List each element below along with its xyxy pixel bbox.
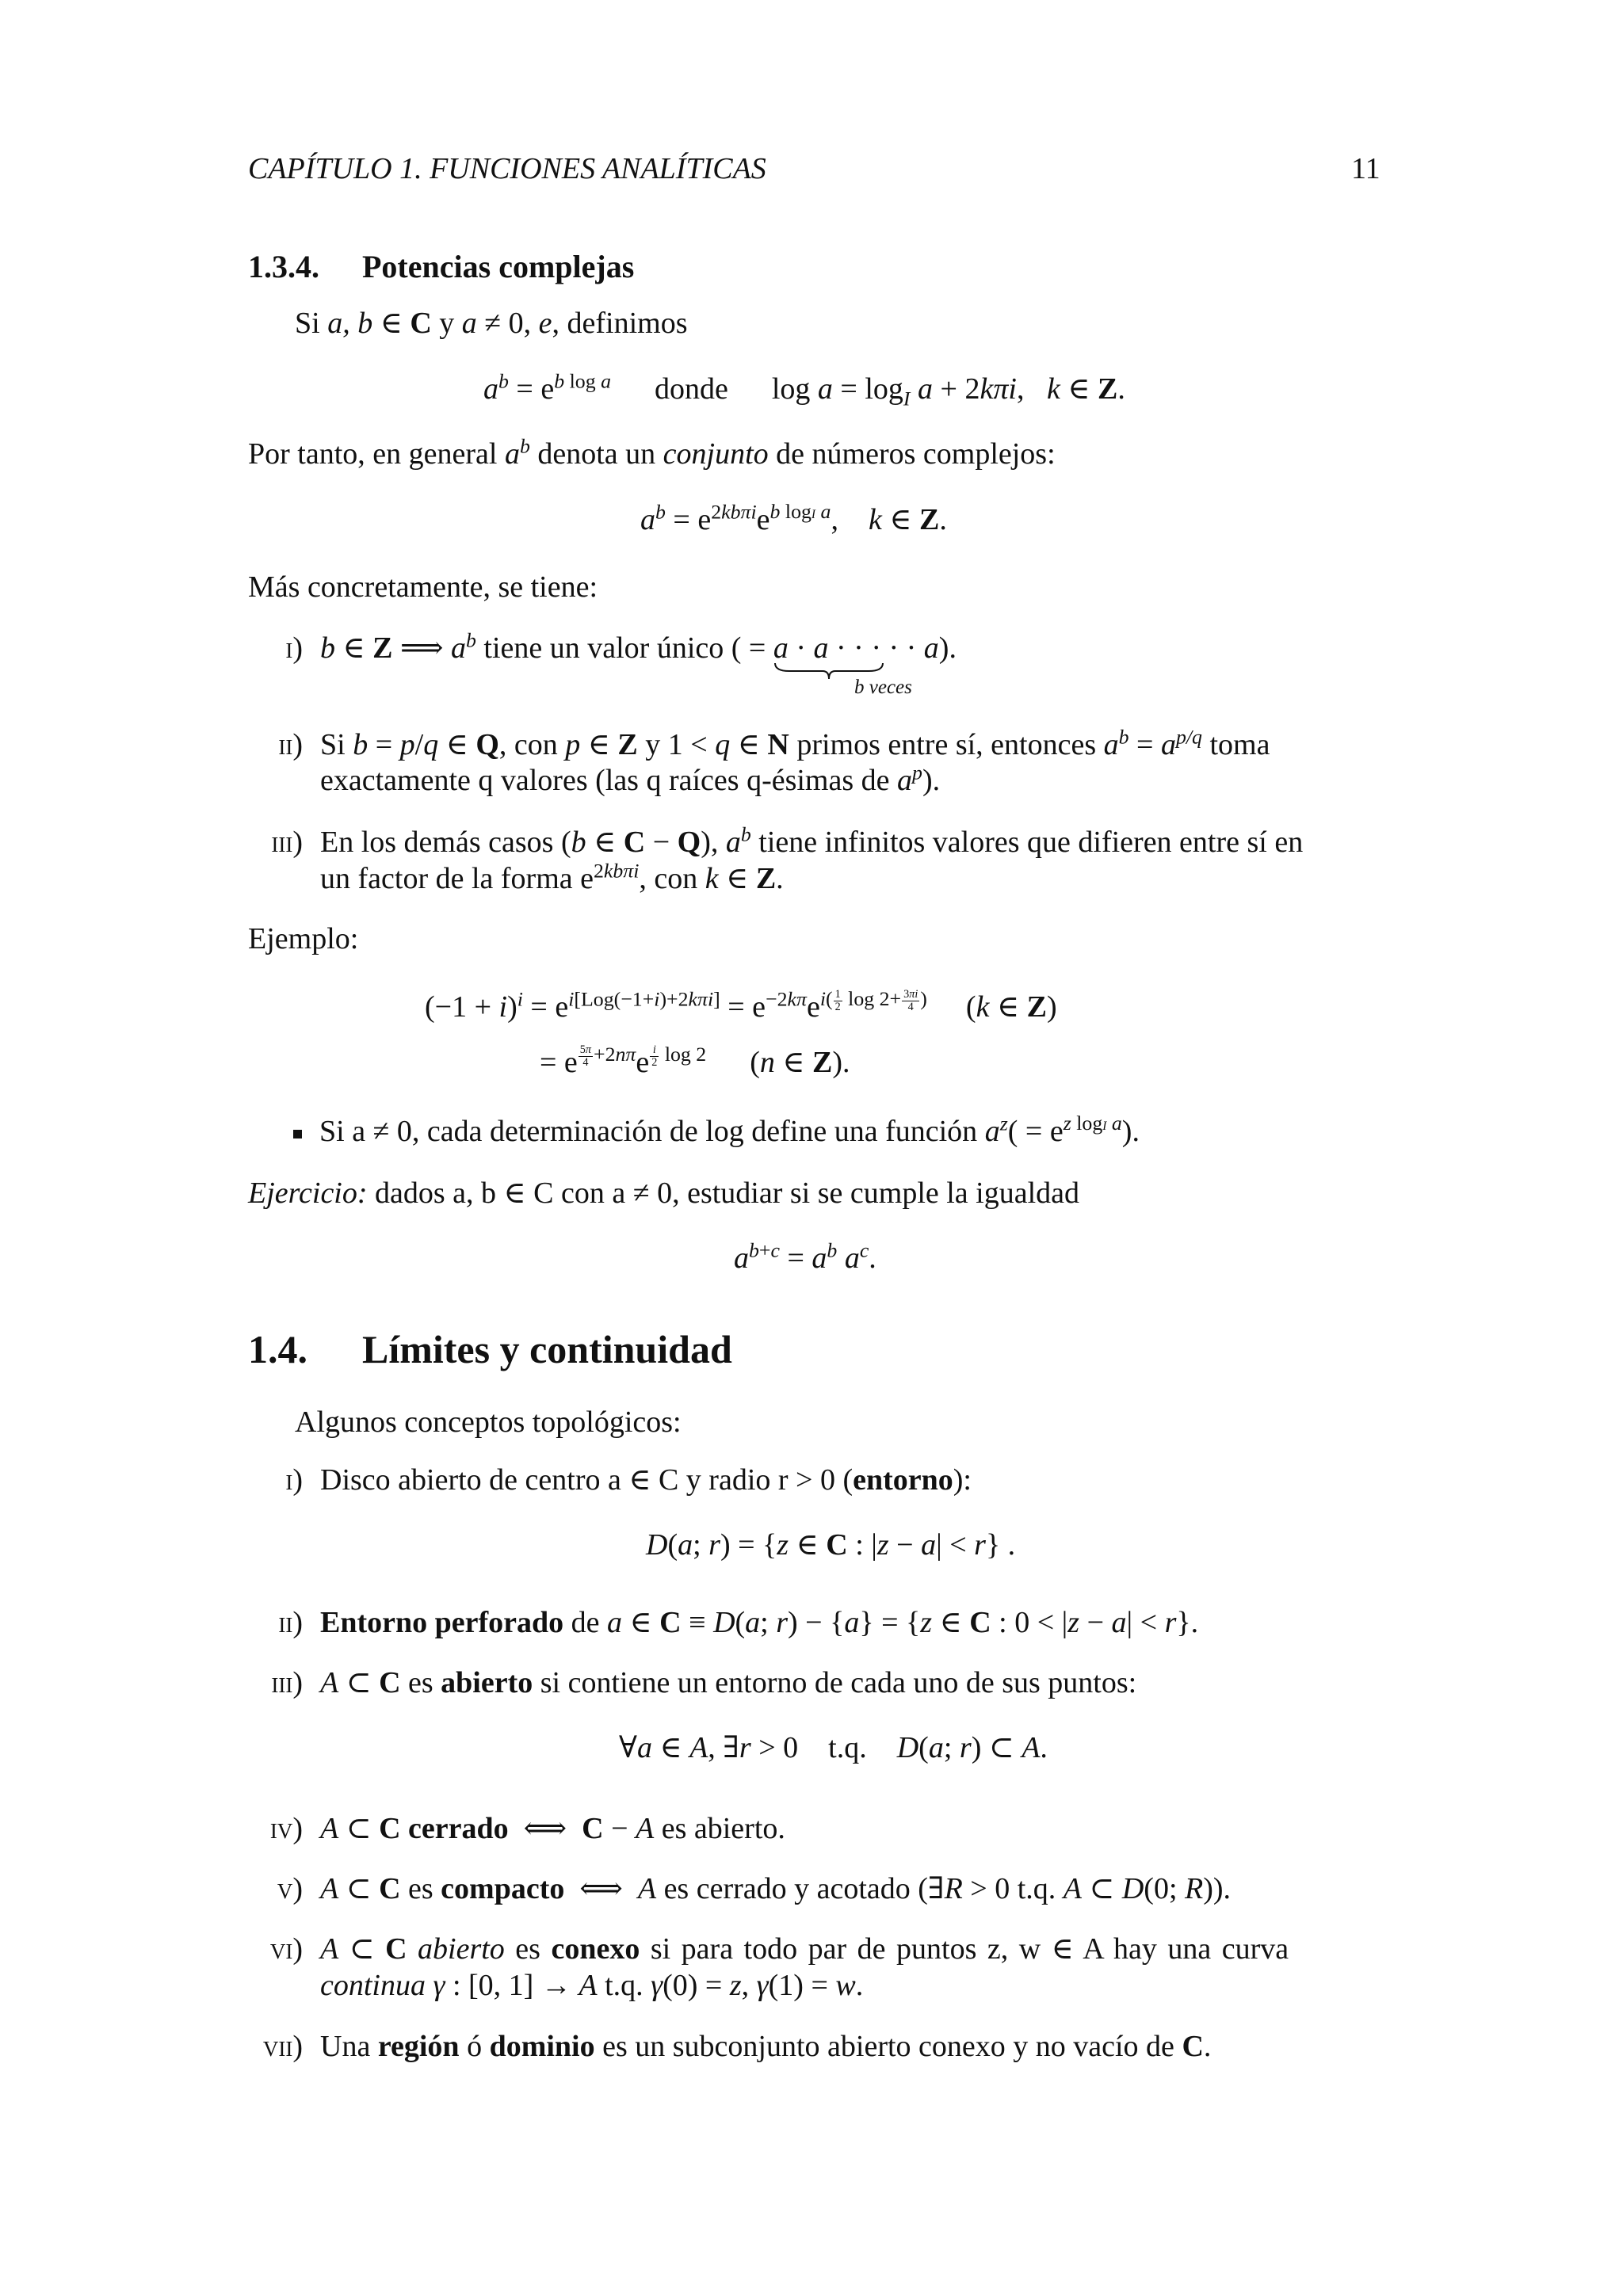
section-number: 1.4.	[248, 1327, 307, 1371]
set-equation: $a^b = e^{2kb\pi i}e^{b logI a}$, k ∈ Z.	[640, 500, 947, 536]
topo-iii-label: iii)	[271, 1666, 303, 1699]
running-header: CAPÍTULO 1. FUNCIONES ANALÍTICAS	[248, 152, 766, 185]
section-title: Potencias complejas	[362, 249, 635, 284]
ejercicio-line: Ejercicio: dados a, b ∈ C con a ≠ 0, estudiar si se cumple la igualdad	[248, 1177, 1080, 1210]
item-iii-label: iii)	[271, 826, 303, 859]
section-heading-1-4	[248, 1325, 732, 1375]
item-ii-line1: Si b = p/q ∈ Q, con p ∈ Z y 1 < q ∈ N primos entre sí, entonces $a^b = a^{p/q}$ toma	[320, 725, 1270, 761]
open-set-equation: ∀a ∈ A, ∃r > 0 t.q. D(a; r) ⊂ A.	[619, 1731, 1048, 1764]
topo-i-text: Disco abierto de centro a ∈ C y radio r > 0 (entorno):	[320, 1463, 972, 1497]
topo-ii-label: ii)	[278, 1606, 303, 1639]
ejercicio-equation: $a^{b+c} = a^b$ $a^c$.	[734, 1238, 876, 1275]
bullet-marker	[293, 1130, 302, 1138]
section-title: Límites y continuidad	[362, 1327, 732, 1371]
page-number: 11	[1351, 152, 1381, 185]
topo-iii-text: A ⊂ C es abierto si contiene un entorno de cada uno de sus puntos:	[320, 1666, 1137, 1699]
mas-concretamente: Más concretamente, se tiene:	[248, 570, 598, 604]
item-iii-line2: un factor de la forma $e^{2kb\pi i}$, con k ∈ Z.	[320, 859, 784, 895]
topo-vii-text: Una región ó dominio es un subconjunto abierto conexo y no vacío de C.	[320, 2030, 1212, 2063]
donde-word: donde	[654, 372, 728, 406]
topo-i-label: i)	[285, 1463, 303, 1497]
topo-iv-label: iv)	[269, 1812, 303, 1845]
intro-line: Si a, b ∈ C y a ≠ 0, e, definimos	[295, 307, 688, 340]
item-ii-label: ii)	[278, 728, 303, 761]
topo-vii-label: vii)	[262, 2030, 303, 2063]
topo-vi-line1: A ⊂ C abierto es conexo si para todo par de puntos z, w ∈ A hay una curva	[320, 1932, 1289, 1966]
topo-iv-text: A ⊂ C cerrado ⟺ C − A es abierto.	[320, 1812, 785, 1845]
bullet-line: Si a ≠ 0, cada determinación de log define una función $a^z( = e^{z logI a})$.	[293, 1113, 1140, 1151]
topo-vi-line2: continua γ : [0, 1] → A t.q. γ(0) = z, γ(1) = w.	[320, 1969, 864, 2002]
disc-equation: D(a; r) = {z ∈ C : |z − a| < r} .	[646, 1528, 1016, 1562]
por-tanto-line: Por tanto, en general $a^b$ denota un conjunto de números complejos:	[248, 434, 1056, 471]
topo-ii-text: Entorno perforado de a ∈ C ≡ D(a; r) − {a} = {z ∈ C : 0 < |z − a| < r}.	[320, 1606, 1199, 1639]
item-i-text: b ∈ Z ⟹ $a^b$ tiene un valor único ( = a · a · · · · · a ).	[320, 630, 957, 668]
brace-label: b veces	[854, 677, 912, 698]
item-ii-line2: exactamente q valores (las q raíces q-ésimas de $a^p$).	[320, 761, 941, 797]
example-equation-line2: = e $^{\frac{5\pi}{4} +2n\pi}$e $^{\frac{i}{2} log 2}$ (n ∈ Z).	[540, 1043, 850, 1080]
item-i-label: i)	[285, 631, 303, 665]
section-number: 1.3.4.	[248, 249, 319, 284]
topo-v-text: A ⊂ C es compacto ⟺ A es cerrado y acotado (∃R > 0 t.q. A ⊂ D(0; R)).	[320, 1872, 1232, 1905]
section-heading-1-3-4	[248, 247, 634, 287]
ejemplo-label: Ejemplo:	[248, 922, 359, 955]
topo-vi-label: vi)	[269, 1932, 303, 1966]
topological-intro: Algunos conceptos topológicos:	[295, 1405, 682, 1439]
example-equation-line1: $(-1 + i)^i = e^{i[Log(-1+i)+2k\pi i]} = e^{-2k\pi}e^{i( \frac{1}{2} log 2+ \frac{3\pi i}{4} )}$ (k ∈ Z)	[425, 987, 1057, 1024]
definition-equation: $a^b = e^{b log a}$ donde $\log a = \log_I a + 2k\pi i$, k ∈ Z.	[483, 369, 1125, 410]
topo-v-label: v)	[277, 1872, 303, 1905]
item-iii-line1: En los demás casos (b ∈ C − Q), $a^b$ tiene infinitos valores que difieren entre sí en	[320, 822, 1304, 859]
